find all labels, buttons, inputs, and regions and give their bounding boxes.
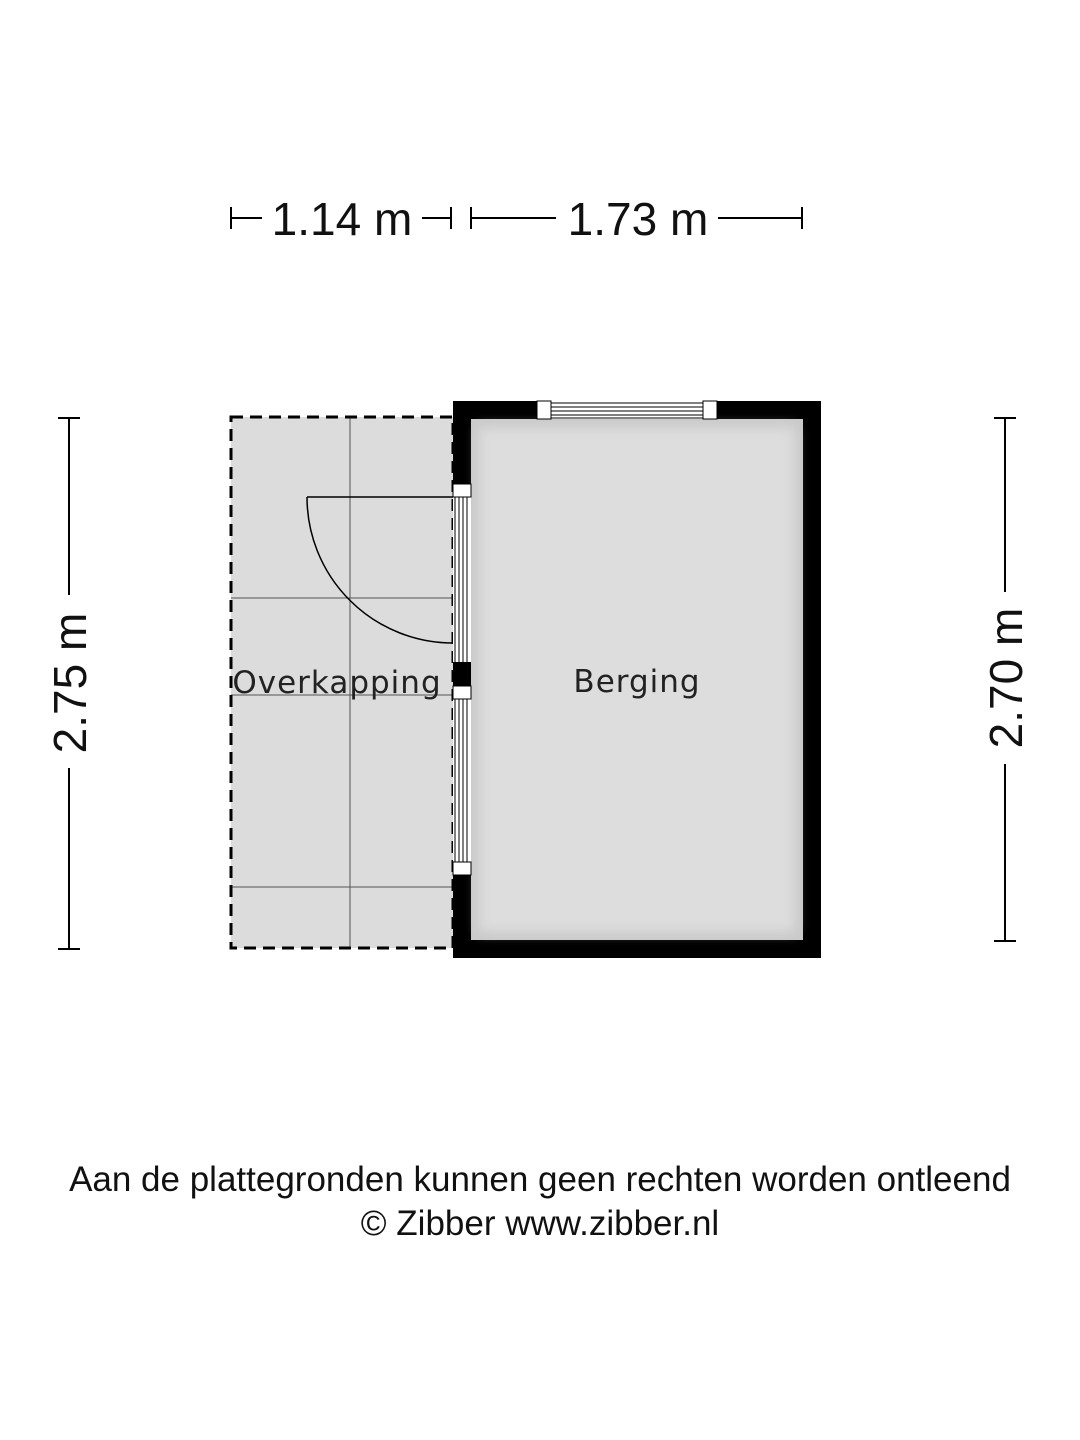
dimension-label-right: 2.70 m: [980, 607, 1032, 749]
disclaimer-text: Aan de plattegronden kunnen geen rechten worden ontleend: [69, 1160, 1011, 1199]
window-top: [537, 401, 717, 419]
room-label-overkapping: Overkapping: [232, 665, 442, 701]
dimension-label-top-left: 1.14 m: [271, 193, 413, 245]
dimension-right: [980, 418, 1032, 941]
dimension-left: [44, 418, 96, 949]
dimension-label-left: 2.75 m: [44, 612, 96, 754]
door-mullion: [453, 662, 471, 686]
dimension-top-right: [471, 193, 802, 245]
room-label-berging: Berging: [573, 664, 701, 700]
copyright-text: © Zibber www.zibber.nl: [360, 1204, 720, 1243]
door-left-lower: [453, 686, 471, 875]
dimension-label-top-right: 1.73 m: [567, 193, 709, 245]
door-left-upper: [453, 484, 471, 662]
dimension-top-left: [231, 193, 451, 245]
